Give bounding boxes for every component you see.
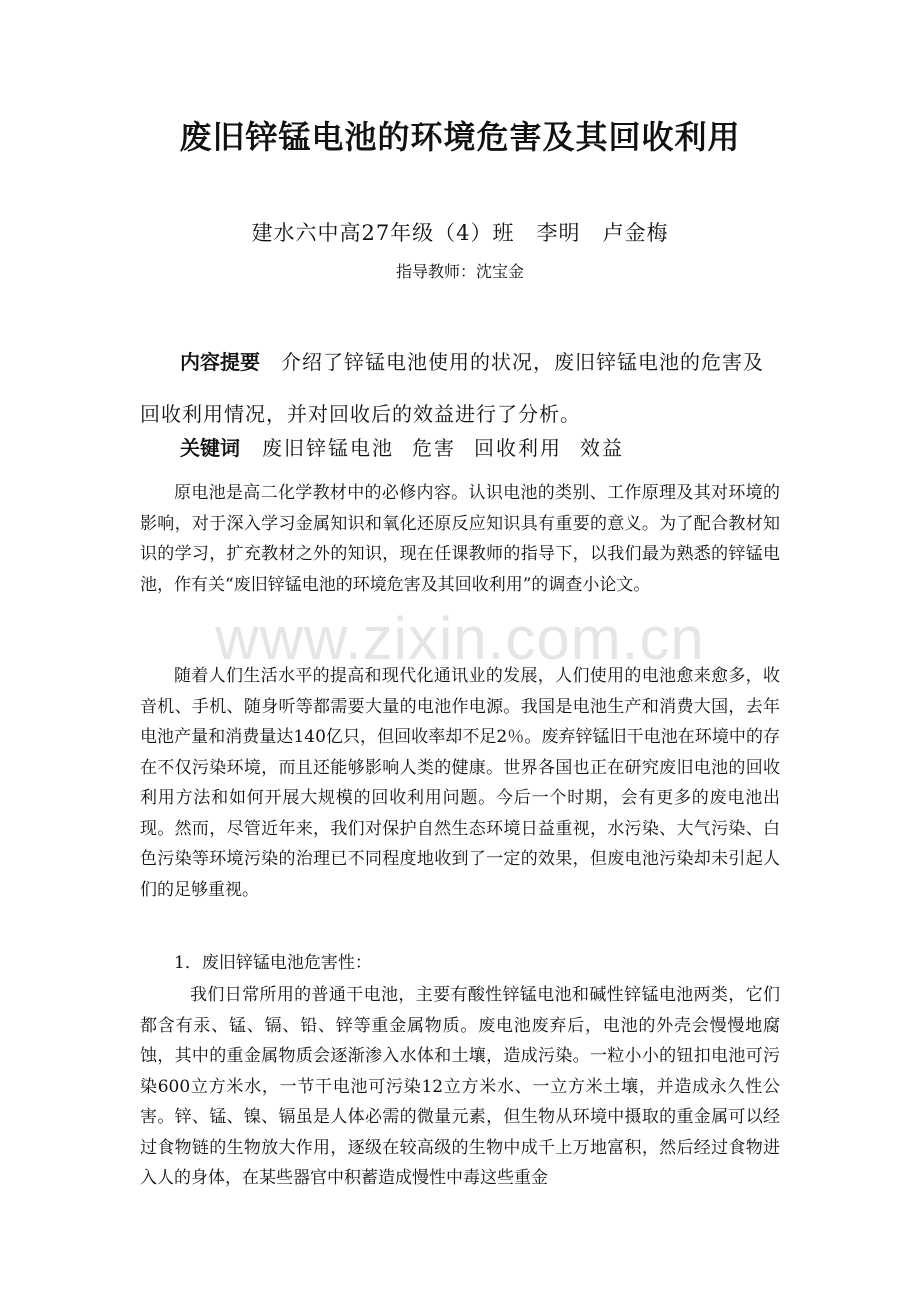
keyword: 废旧锌锰电池: [262, 436, 394, 460]
body-paragraph: 原电池是高二化学教材中的必修内容。认识电池的类别、工作原理及其对环境的影响，对于深入学习金属知识和氧化还原反应知识具有重要的意义。为了配合教材知识的学习，扩充教材之外的知识，现在任课教师的指导下，以我们最为熟悉的锌锰电池，作有关“废旧锌锰电池的环境危害及其回收利用”的调查小论文。: [140, 483, 780, 595]
author-line: 建水六中高27年级（4）班 李明 卢金梅: [251, 221, 669, 245]
abstract: [140, 336, 780, 440]
abstract-label: 内容提要: [180, 350, 260, 374]
keyword: 危害: [412, 436, 456, 460]
keywords-label: 关键词: [180, 436, 240, 460]
advisor-line: 指导教师：沈宝金: [395, 262, 524, 281]
body-paragraph: 随着人们生活水平的提高和现代化通讯业的发展，人们使用的电池愈来愈多，收音机、手机、随身听等都需要大量的电池作电源。我国是电池生产和消费大国，去年电池产量和消费量达140亿只，但回收率却不足2％。废弃锌锰旧干电池在环境中的存在不仅污染环境，而且还能够影响人类的健康。世界各国也正在研究废旧电池的回收利用方法和如何开展大规模的回收利用问题。今后一个时期，会有更多的废电池出现。然而，尽管近年来，我们对保护自然生态环境日益重视，水污染、大气污染、白色污染等环境污染的治理已不同程度地收到了一定的效果，但废电池污染却未引起人们的足够重视。: [140, 666, 780, 900]
watermark: www.zixin.com.cn: [215, 605, 705, 672]
body-paragraph: 我们日常所用的普通干电池，主要有酸性锌锰电池和碱性锌锰电池两类，它们都含有汞、锰、镉、铅、锌等重金属物质。废电池废弃后，电池的外壳会慢慢地腐蚀，其中的重金属物质会逐渐渗入水体和土壤，造成污染。一粒小小的钮扣电池可污染600立方米水，一节干电池可污染12立方米水、一立方米土壤，并造成永久性公害。锌、锰、镍、镉虽是人体必需的微量元素，但生物从环境中摄取的重金属可以经过食物链的生物放大作用，逐级在较高级的生物中成千上万地富积，然后经过食物进入人的身体，在某些器官中积蓄造成慢性中毒这些重金: [140, 985, 780, 1188]
keyword: 回收利用: [474, 436, 562, 460]
abstract-text: 介绍了锌锰电池使用的状况，废旧锌锰电池的危害及回收利用情况，并对回收后的效益进行了分析。: [140, 350, 764, 426]
keyword: 效益: [580, 436, 624, 460]
section-heading: 1．废旧锌锰电池危害性：: [174, 953, 372, 973]
keywords: [180, 432, 780, 461]
document-title: 废旧锌锰电池的环境危害及其回收利用: [179, 118, 741, 156]
